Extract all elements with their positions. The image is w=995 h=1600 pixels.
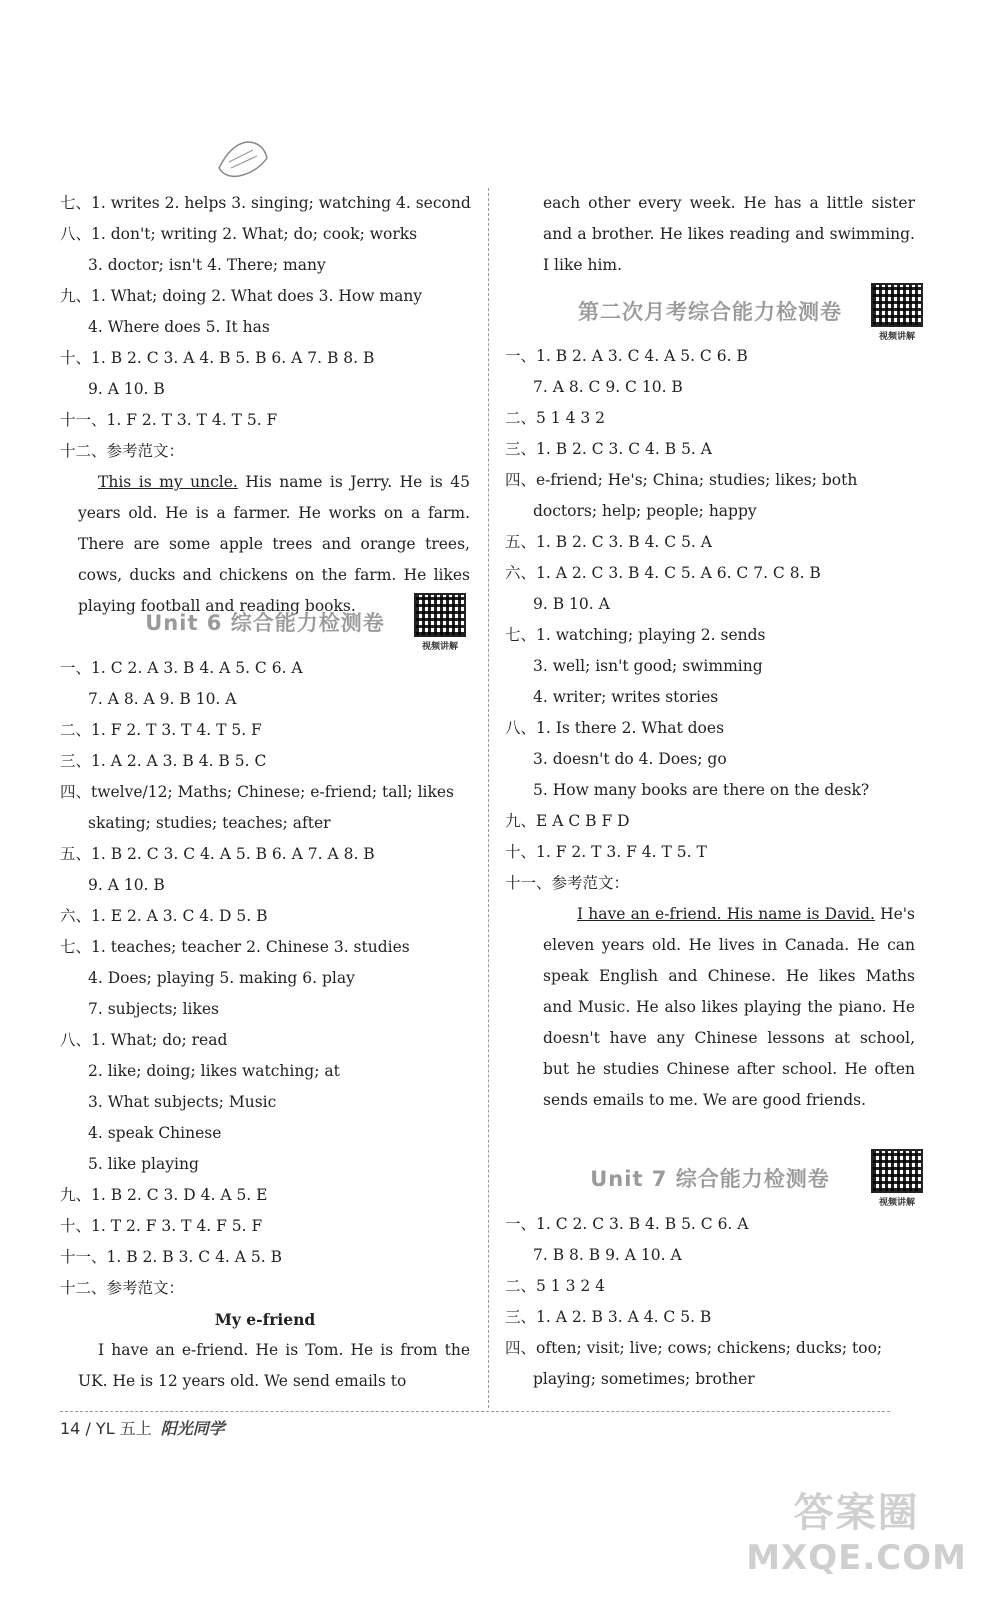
answer-line: playing; sometimes; brother: [533, 1370, 755, 1388]
answer-line: 三、1. B 2. C 3. C 4. B 5. A: [505, 440, 712, 458]
brand-logo: 阳光同学: [160, 1419, 225, 1438]
answer-line: 十二、参考范文：: [60, 1279, 185, 1297]
qr-label: 视频讲解: [878, 1198, 915, 1208]
answer-line: 七、1. watching; playing 2. sends: [505, 626, 766, 644]
right-column: [505, 188, 915, 1395]
sample-essay: [60, 467, 470, 615]
left-column: [60, 188, 470, 1397]
answer-line: 四、twelve/12; Maths; Chinese; e-friend; tall; likes: [60, 783, 455, 801]
answer-line: 9. A 10. B: [88, 876, 165, 894]
essay-first-sentence: This is my uncle.: [98, 473, 238, 491]
answer-line: 九、E A C B F D: [505, 812, 630, 830]
answer-line: 二、5 1 3 2 4: [505, 1277, 606, 1295]
answer-line: 4. Does; playing 5. making 6. play: [88, 969, 355, 987]
answer-line: 3. doctor; isn't 4. There; many: [88, 256, 326, 274]
answer-line: 二、1. F 2. T 3. T 4. T 5. F: [60, 721, 262, 739]
answer-line: 一、1. C 2. C 3. B 4. B 5. C 6. A: [505, 1215, 749, 1233]
answer-line: 十一、1. F 2. T 3. T 4. T 5. F: [60, 411, 278, 429]
section-title: 第二次月考综合能力检测卷: [578, 300, 842, 324]
answer-line: 9. B 10. A: [533, 595, 610, 613]
site-watermark: [746, 1481, 967, 1578]
answer-line: 7. A 8. C 9. C 10. B: [533, 378, 683, 396]
answer-line: 5. How many books are there on the desk?: [533, 781, 870, 799]
answer-line: 七、1. writes 2. helps 3. singing; watching 4. second: [60, 194, 471, 212]
answer-line: 十一、1. B 2. B 3. C 4. A 5. B: [60, 1248, 283, 1266]
answer-line: skating; studies; teaches; after: [88, 814, 331, 832]
answer-line: 7. subjects; likes: [88, 1000, 220, 1018]
answer-line: 7. B 8. B 9. A 10. A: [533, 1246, 682, 1264]
watermark-line: 答案圈: [793, 1490, 920, 1536]
answer-line: 一、1. C 2. A 3. B 4. A 5. C 6. A: [60, 659, 303, 677]
essay-body: He's eleven years old. He lives in Canada. He can speak English and Chinese. He likes Maths and Music. He also likes playing the piano. He doesn't have any Chinese lessons at school, but he studies Chinese after school. He often sends emails to me. We are good friends.: [543, 905, 915, 1109]
qr-code[interactable]: [869, 1149, 925, 1208]
answer-line: 五、1. B 2. C 3. C 4. A 5. B 6. A 7. A 8. B: [60, 845, 375, 863]
answer-line: 2. like; doing; likes watching; at: [88, 1062, 340, 1080]
answer-line: 五、1. B 2. C 3. B 4. C 5. A: [505, 533, 712, 551]
answer-line: 一、1. B 2. A 3. C 4. A 5. C 6. B: [505, 347, 748, 365]
qr-code[interactable]: [412, 593, 468, 652]
answer-line: 八、1. don't; writing 2. What; do; cook; works: [60, 225, 418, 243]
answer-line: 三、1. A 2. A 3. B 4. B 5. C: [60, 752, 267, 770]
answer-line: 3. well; isn't good; swimming: [533, 657, 763, 675]
section-title: Unit 6 综合能力检测卷: [145, 611, 385, 635]
answer-line: 9. A 10. B: [88, 380, 165, 398]
answer-line: 二、5 1 4 3 2: [505, 409, 606, 427]
month2-title-bar: [505, 281, 915, 341]
unit7-title-bar: [505, 1147, 915, 1209]
watermark-line: MXQE.COM: [746, 1538, 967, 1578]
answer-line: 十、1. T 2. F 3. T 4. F 5. F: [60, 1217, 263, 1235]
answer-line: 三、1. A 2. B 3. A 4. C 5. B: [505, 1308, 712, 1326]
qr-code[interactable]: [869, 283, 925, 342]
essay-first-sentence: I have an e-friend. His name is David.: [577, 905, 875, 923]
essay-title: My e-friend: [214, 1310, 316, 1329]
footer-rule: [60, 1411, 890, 1412]
answer-line: doctors; help; people; happy: [533, 502, 757, 520]
column-divider: [488, 188, 489, 1408]
answer-line: 六、1. A 2. C 3. B 4. C 5. A 6. C 7. C 8. B: [505, 564, 821, 582]
qr-code-icon: [871, 1149, 923, 1193]
answer-line: 九、1. What; doing 2. What does 3. How many: [60, 287, 423, 305]
sample-essay-continued: each other every week. He has a little sister and a brother. He likes reading and swimming. I like him.: [543, 194, 915, 274]
answer-line: 九、1. B 2. C 3. D 4. A 5. E: [60, 1186, 268, 1204]
answer-line: 7. A 8. A 9. B 10. A: [88, 690, 237, 708]
answer-line: 四、e-friend; He's; China; studies; likes; both: [505, 471, 858, 489]
page-number: 14 / YL 五上: [60, 1419, 152, 1438]
answer-line: 十二、参考范文：: [60, 442, 185, 460]
answer-line: 六、1. E 2. A 3. C 4. D 5. B: [60, 907, 268, 925]
sample-essay: [60, 1335, 470, 1397]
qr-label: 视频讲解: [878, 332, 915, 342]
essay-body: His name is Jerry. He is 45 years old. He is a farmer. He works on a farm. There are some apple trees and orange trees, cows, ducks and chickens on the farm. He likes playing football and reading books.: [78, 473, 470, 615]
book-logo-icon: [213, 138, 271, 180]
page-footer: [60, 1416, 225, 1439]
answer-line: 3. doesn't do 4. Does; go: [533, 750, 727, 768]
answer-line: 十、1. B 2. C 3. A 4. B 5. B 6. A 7. B 8. B: [60, 349, 375, 367]
answer-line: 3. What subjects; Music: [88, 1093, 277, 1111]
answer-line: 十一、参考范文：: [505, 874, 630, 892]
answer-line: 4. Where does 5. It has: [88, 318, 270, 336]
answer-line: 4. speak Chinese: [88, 1124, 222, 1142]
unit6-title-bar: [60, 591, 470, 653]
answer-line: 4. writer; writes stories: [533, 688, 719, 706]
qr-code-icon: [414, 593, 466, 637]
sample-essay: [505, 899, 915, 1147]
answer-line: 八、1. What; do; read: [60, 1031, 228, 1049]
qr-label: 视频讲解: [421, 642, 458, 652]
answer-line: 5. like playing: [88, 1155, 199, 1173]
qr-code-icon: [871, 283, 923, 327]
answer-line: 十、1. F 2. T 3. F 4. T 5. T: [505, 843, 707, 861]
answer-line: 四、often; visit; live; cows; chickens; ducks; too;: [505, 1339, 883, 1357]
section-title: Unit 7 综合能力检测卷: [590, 1167, 830, 1191]
answer-line: 八、1. Is there 2. What does: [505, 719, 725, 737]
answer-line: 七、1. teaches; teacher 2. Chinese 3. studies: [60, 938, 410, 956]
essay-body: I have an e-friend. He is Tom. He is from the UK. He is 12 years old. We send emails to: [78, 1341, 470, 1390]
